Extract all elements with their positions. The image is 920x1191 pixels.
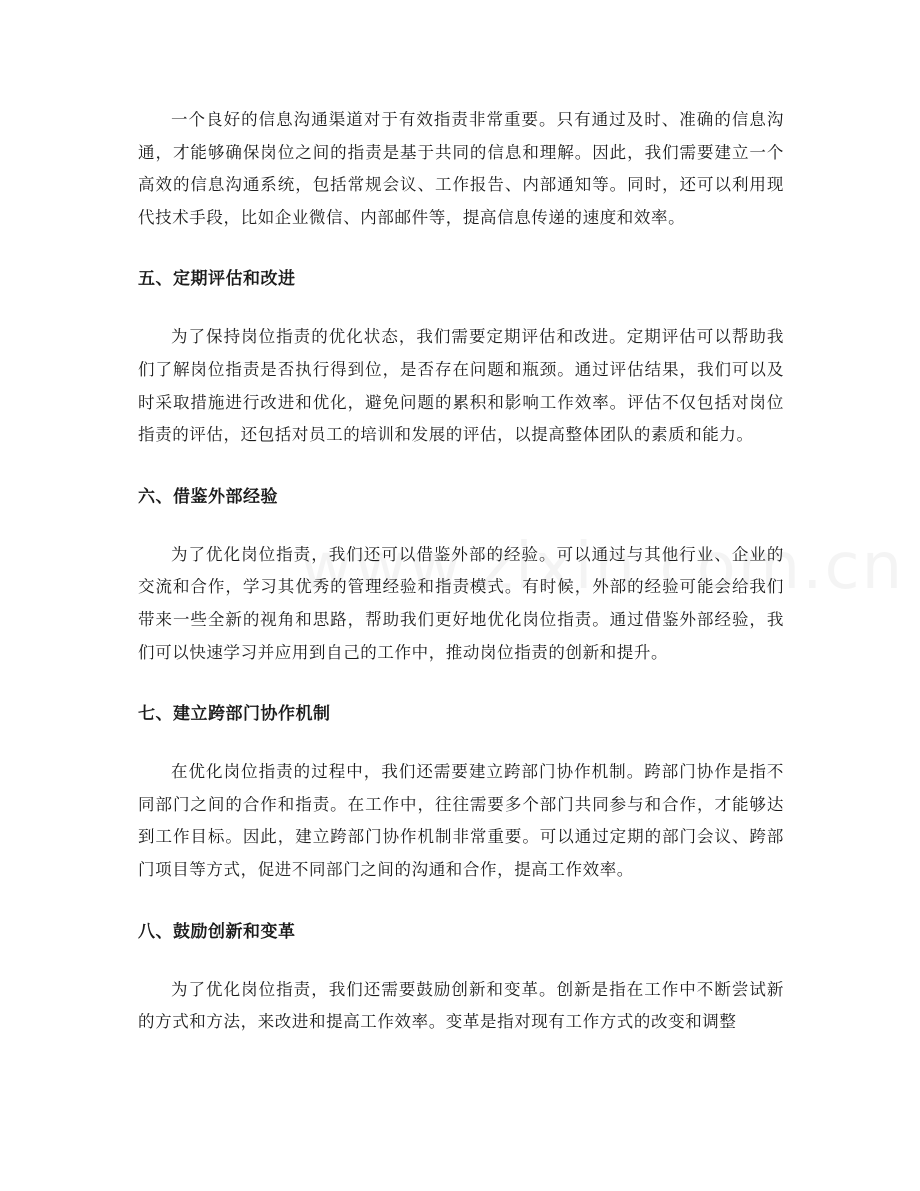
section-body-6: 为了优化岗位指责，我们还可以借鉴外部的经验。可以通过与其他行业、企业的交流和合作，学习其优秀的管理经验和指责模式。有时候，外部的经验可能会给我们带来一些全新的视角和思路，帮助我们更好地优化岗位指责。通过借鉴外部经验，我们可以快速学习并应用到自己的工作中，推动岗位指责的创新和提升。 [138, 544, 784, 662]
section-body-7: 在优化岗位指责的过程中，我们还需要建立跨部门协作机制。跨部门协作是指不同部门之间的合作和指责。在工作中，往往需要多个部门共同参与和合作，才能够达到工作目标。因此，建立跨部门协作机制非常重要。可以通过定期的部门会议、跨部门项目等方式，促进不同部门之间的沟通和合作，提高工作效率。 [138, 762, 784, 879]
document-content [138, 104, 784, 1039]
section-heading-8: 八、鼓励创新和变革 [138, 921, 296, 942]
intro-paragraph: 一个良好的信息沟通渠道对于有效指责非常重要。只有通过及时、准确的信息沟通，才能够确保岗位之间的指责是基于共同的信息和理解。因此，我们需要建立一个高效的信息沟通系统，包括常规会议、工作报告、内部通知等。同时，还可以利用现代技术手段，比如企业微信、内部邮件等，提高信息传递的速度和效率。 [138, 110, 784, 227]
section-heading-5: 五、定期评估和改进 [138, 269, 296, 290]
section-heading-6: 六、借鉴外部经验 [138, 486, 278, 507]
section-body-8: 为了优化岗位指责，我们还需要鼓励创新和变革。创新是指在工作中不断尝试新的方式和方法，来改进和提高工作效率。变革是指对现有工作方式的改变和调整 [138, 979, 784, 1032]
section-body-5: 为了保持岗位指责的优化状态，我们需要定期评估和改进。定期评估可以帮助我们了解岗位指责是否执行得到位，是否存在问题和瓶颈。通过评估结果，我们可以及时采取措施进行改进和优化，避免问题的累积和影响工作效率。评估不仅包括对岗位指责的评估，还包括对员工的培训和发展的评估，以提高整体团队的素质和能力。 [138, 327, 784, 445]
section-heading-7: 七、建立跨部门协作机制 [138, 704, 331, 725]
